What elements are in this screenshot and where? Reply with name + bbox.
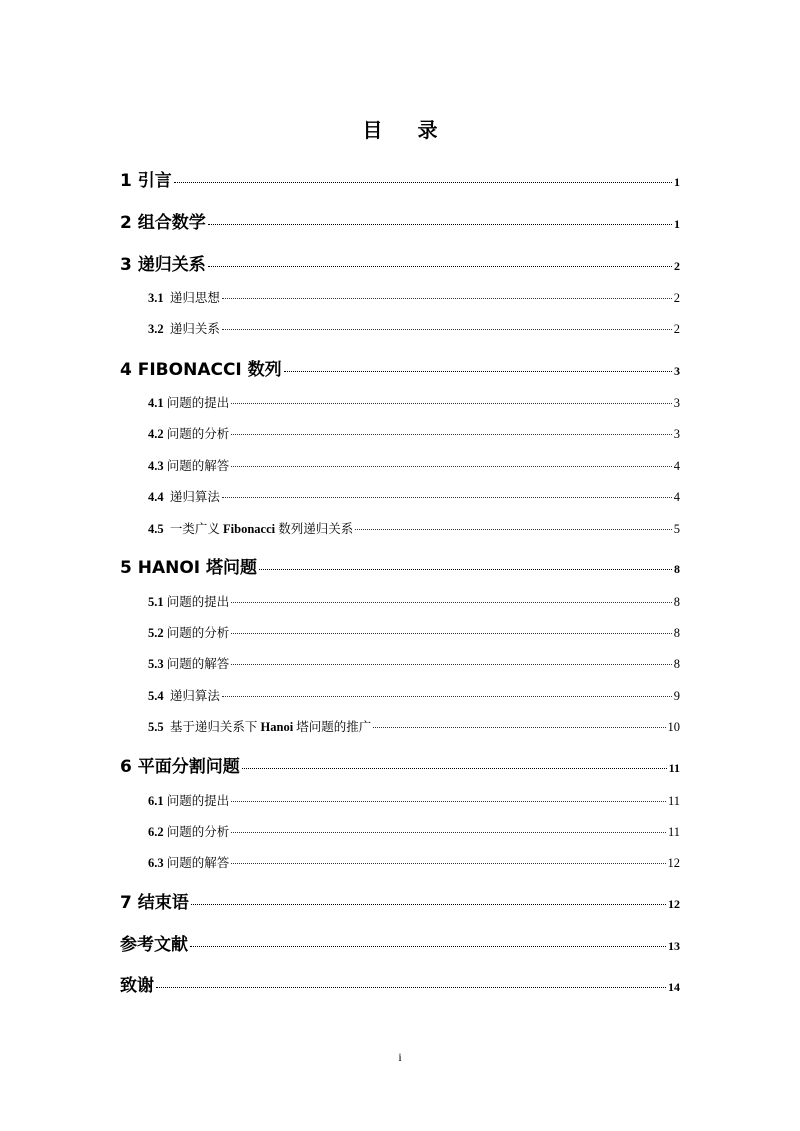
toc-page-number: 14 [668, 980, 680, 994]
toc-entry-3-1[interactable] [148, 288, 680, 306]
toc-entry-number: 6.1 [148, 794, 164, 808]
toc-entry-text: 问题的分析 [166, 626, 230, 640]
toc-page-number: 3 [674, 364, 680, 378]
dot-leader [222, 497, 672, 498]
toc-entry-text: 问题的分析 [166, 825, 230, 839]
toc-entry-number: 4.4 [148, 490, 164, 504]
toc-entry-label: 3 递归关系 [120, 255, 206, 275]
toc-entry-label: 2 组合数学 [120, 213, 206, 233]
toc-entry-text-b: Fibonacci [223, 522, 276, 536]
toc-entry-label [148, 822, 229, 840]
toc-page-number: 2 [673, 291, 680, 305]
toc-entry-text: 问题的解答 [166, 459, 230, 473]
toc-entry-label [148, 686, 220, 704]
toc-entry-number: 4.5 [148, 522, 164, 536]
toc-page-number: 8 [673, 626, 680, 640]
toc-entry-label: 参考文献 [120, 935, 188, 955]
toc-page-number: 10 [667, 720, 680, 734]
toc-entry-label: 5 HANOI 塔问题 [120, 558, 258, 578]
toc-entry-label [148, 791, 229, 809]
dot-leader [242, 768, 667, 769]
toc-entry-label [148, 393, 229, 411]
toc-page-number: 4 [673, 490, 680, 504]
toc-entry-label: 1 引言 [120, 171, 172, 191]
toc-page-number: 3 [673, 427, 680, 441]
toc-entry-text: 问题的解答 [166, 657, 230, 671]
page-title: 目 录 [362, 118, 452, 142]
toc-entry-text: 问题的提出 [166, 794, 230, 808]
dot-leader [231, 832, 666, 833]
toc-entry-text: 递归思想 [169, 291, 220, 305]
toc-entry-number: 5.2 [148, 626, 164, 640]
toc-entry-number: 4.1 [148, 396, 164, 410]
toc-entry-4-1[interactable] [148, 393, 680, 411]
toc-entry-4-5[interactable] [148, 519, 680, 537]
toc-page-number: 11 [667, 794, 680, 808]
toc-entry-label [148, 717, 371, 735]
toc-page-number: 13 [668, 939, 680, 953]
toc-entry-4-4[interactable] [148, 487, 680, 505]
toc-entry-label [148, 487, 220, 505]
toc-entry-label [148, 456, 229, 474]
toc-entry-text: 问题的解答 [166, 856, 230, 870]
toc-entry-number: 5.4 [148, 689, 164, 703]
toc-entry-label [148, 519, 353, 537]
dot-leader [222, 329, 672, 330]
toc-entry-text-b: Hanoi [260, 720, 294, 734]
toc-entry-2[interactable] [120, 208, 680, 233]
toc-page-number: 8 [673, 595, 680, 609]
toc-entry-6-1[interactable] [148, 791, 680, 809]
toc-entry-7[interactable] [120, 888, 680, 913]
toc-entry-number: 6.3 [148, 856, 164, 870]
toc-entry-text: 问题的分析 [166, 427, 230, 441]
toc-entry-text: 问题的提出 [166, 396, 230, 410]
page-number: i [398, 1050, 402, 1064]
toc-entry-acknowledgements[interactable] [120, 971, 680, 996]
toc-entry-6-2[interactable] [148, 822, 680, 840]
toc-entry-5-5[interactable] [148, 717, 680, 735]
toc-entry-5-1[interactable] [148, 592, 680, 610]
toc-entry-text-c: 塔问题的推广 [296, 720, 372, 734]
toc-entry-label: 4 FIBONACCI 数列 [120, 360, 282, 380]
toc-page-number: 1 [674, 175, 680, 189]
toc-entry-1[interactable] [120, 166, 680, 191]
toc-entry-number: 4.3 [148, 459, 164, 473]
toc-entry-label [148, 623, 229, 641]
toc-page-number: 11 [668, 761, 680, 775]
toc-entry-number: 5.5 [148, 720, 164, 734]
dot-leader [208, 224, 672, 225]
toc-entry-text: 递归关系 [169, 322, 220, 336]
toc-entry-label [148, 288, 220, 306]
toc-entry-text: 递归算法 [169, 490, 220, 504]
dot-leader [231, 664, 671, 665]
toc-entry-label [148, 654, 229, 672]
toc-entry-text: 递归算法 [169, 689, 220, 703]
toc-entry-text: 问题的提出 [166, 595, 230, 609]
toc-entry-4-3[interactable] [148, 456, 680, 474]
dot-leader [231, 403, 671, 404]
toc-page-number: 5 [673, 522, 680, 536]
toc-entry-3-2[interactable] [148, 319, 680, 337]
toc-page-number: 4 [673, 459, 680, 473]
toc-entry-label: 7 结束语 [120, 893, 189, 913]
toc-entry-number: 5.1 [148, 595, 164, 609]
toc-page-number: 2 [673, 322, 680, 336]
dot-leader [355, 529, 672, 530]
toc-entry-text-a: 基于递归关系下 [169, 720, 258, 734]
dot-leader [222, 298, 672, 299]
toc-page-number: 3 [673, 396, 680, 410]
toc-entry-number: 3.2 [148, 322, 164, 336]
toc-entry-number: 6.2 [148, 825, 164, 839]
toc-entry-label [148, 424, 229, 442]
dot-leader [231, 633, 671, 634]
dot-leader [231, 801, 666, 802]
toc-entry-5[interactable] [120, 553, 680, 578]
toc-page-number: 2 [674, 259, 680, 273]
toc-entry-number: 4.2 [148, 427, 164, 441]
toc-entry-4-2[interactable] [148, 424, 680, 442]
dot-leader [231, 602, 671, 603]
toc-entry-5-3[interactable] [148, 654, 680, 672]
toc-entry-number: 3.1 [148, 291, 164, 305]
dot-leader [174, 182, 672, 183]
dot-leader [231, 863, 665, 864]
dot-leader [373, 727, 665, 728]
toc-entry-6[interactable] [120, 752, 680, 777]
dot-leader [284, 371, 672, 372]
dot-leader [259, 569, 672, 570]
dot-leader [208, 266, 672, 267]
dot-leader [191, 904, 666, 905]
dot-leader [231, 466, 671, 467]
toc-entry-label [148, 592, 229, 610]
toc-page-number: 12 [668, 897, 680, 911]
toc-page-number: 8 [673, 657, 680, 671]
toc-entry-label [148, 319, 220, 337]
toc-entry-4[interactable] [120, 355, 680, 380]
toc-page-number: 9 [673, 689, 680, 703]
dot-leader [231, 434, 671, 435]
toc-page-number: 1 [674, 217, 680, 231]
toc-page-number: 12 [667, 856, 680, 870]
dot-leader [156, 987, 666, 988]
toc-entry-label [148, 853, 229, 871]
toc-entry-5-4[interactable] [148, 686, 680, 704]
toc-entry-label: 致谢 [120, 976, 154, 996]
toc-page-number: 11 [667, 825, 680, 839]
dot-leader [190, 946, 666, 947]
toc-entry-references[interactable] [120, 930, 680, 955]
toc-entry-text-c: 数列递归关系 [278, 522, 354, 536]
toc-entry-label: 6 平面分割问题 [120, 757, 240, 777]
dot-leader [222, 696, 672, 697]
toc-entry-5-2[interactable] [148, 623, 680, 641]
toc-page-number: 8 [674, 562, 680, 576]
toc-entry-number: 5.3 [148, 657, 164, 671]
toc-entry-6-3[interactable] [148, 853, 680, 871]
toc-entry-3[interactable] [120, 250, 680, 275]
toc-entry-text-a: 一类广义 [169, 522, 220, 536]
